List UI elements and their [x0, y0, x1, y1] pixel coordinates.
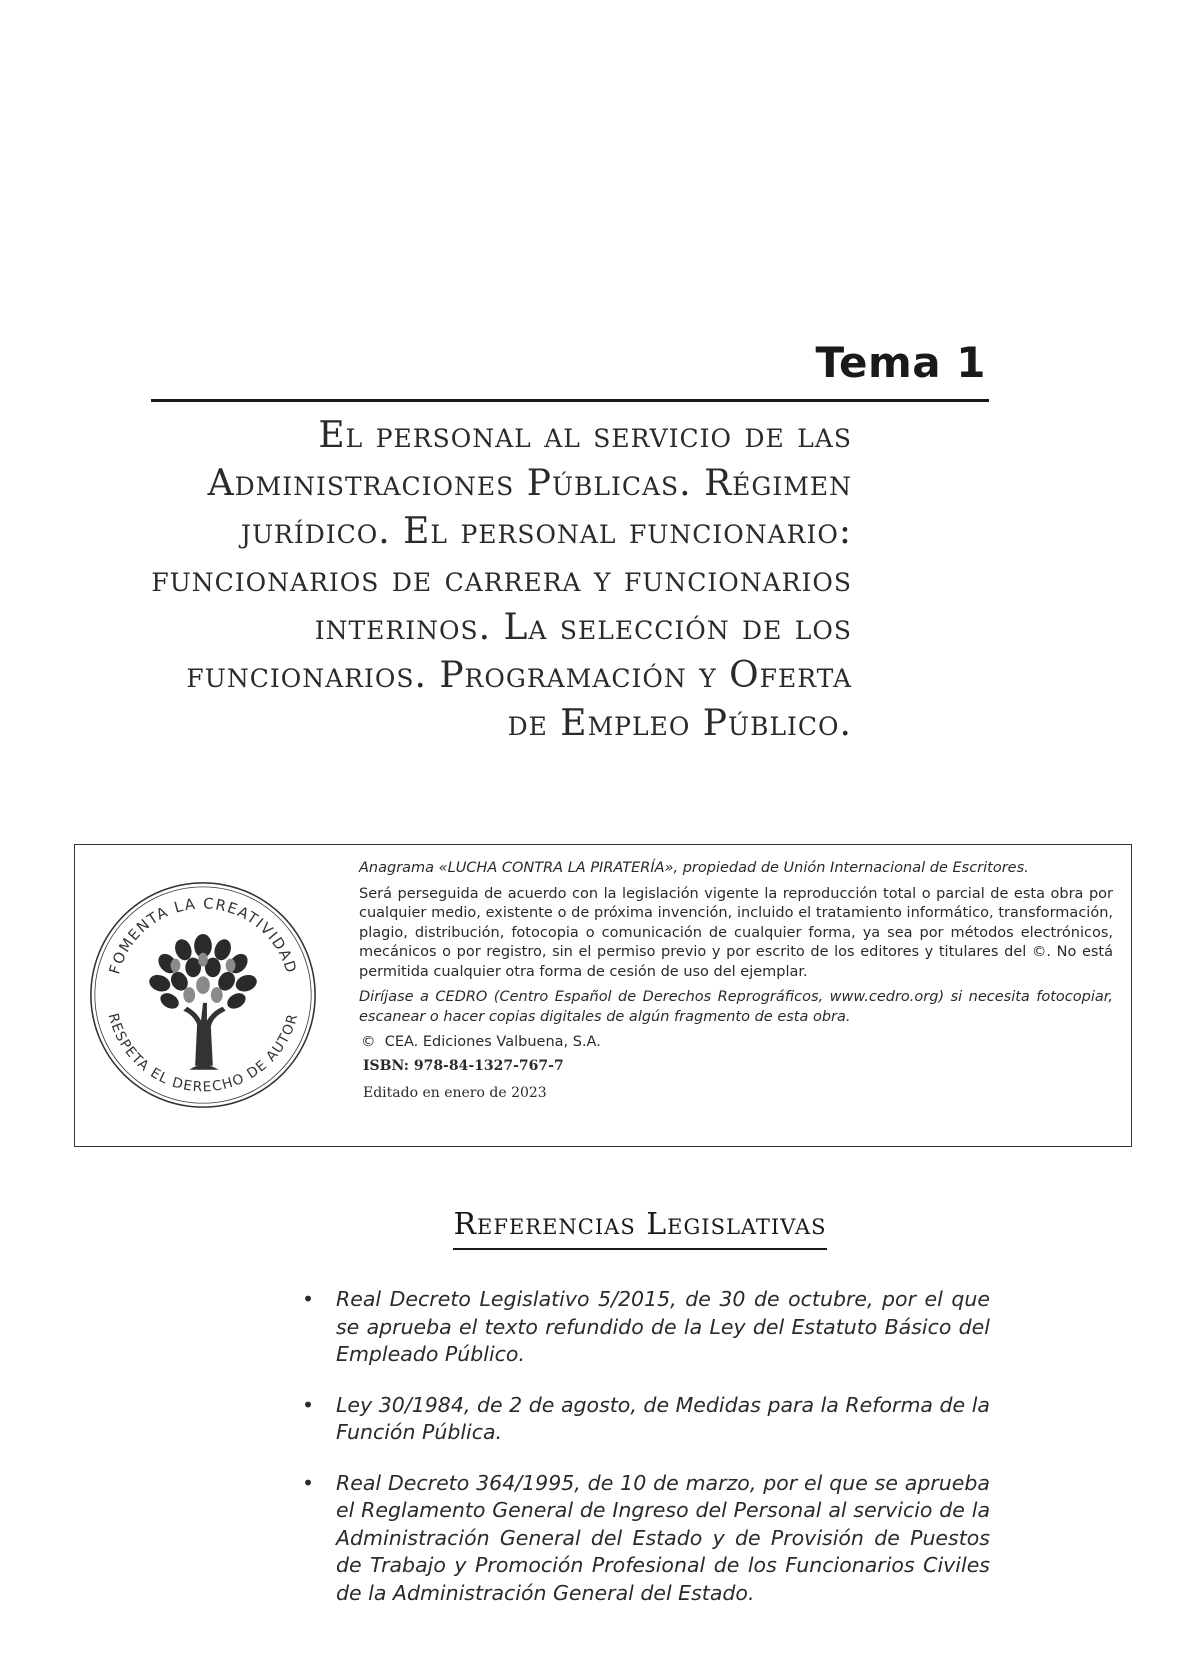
list-item — [300, 1470, 990, 1608]
reference-text: Real Decreto 364/1995, de 10 de marzo, por el que se aprueba el Reglamento General de Ingreso del Personal al servicio de la Administración General del Estado y de Provisión de Puestos de Trabajo y Promoción Profesional de los Funcionarios Civiles de la Administración General del Estado. — [336, 1470, 990, 1605]
anti-piracy-seal-icon — [85, 877, 321, 1113]
seal-text-bottom: RESPETA EL DERECHO DE AUTOR — [104, 1011, 302, 1096]
copyright-symbol: © — [361, 1034, 376, 1050]
tree-icon — [147, 934, 259, 1070]
reference-text: Ley 30/1984, de 2 de agosto, de Medidas para la Reforma de la Función Pública. — [336, 1392, 990, 1444]
isbn: ISBN: 978-84-1327-767-7 — [363, 1057, 564, 1074]
copyright-holder: CEA. Ediciones Valbuena, S.A. — [384, 1034, 601, 1050]
chapter-label: Tema 1 — [815, 338, 986, 387]
list-item — [300, 1392, 990, 1447]
bullet: • — [302, 1287, 315, 1311]
references-title: Referencias Legislativas — [453, 1207, 826, 1250]
edition-date: Editado en enero de 2023 — [363, 1085, 547, 1101]
bullet: • — [302, 1392, 315, 1417]
chapter-title: El personal al servicio de las Administraciones Públicas. Régimen jurídico. El personal funcionario: funcionarios de carrera y funcionarios interinos. La selección de los funcionarios. Programación y Oferta de Empleo Público. — [151, 415, 852, 744]
notice-text — [359, 859, 1113, 1104]
references-heading — [0, 1207, 1200, 1250]
copyright-notice-box — [74, 844, 1132, 1147]
chapter-rule — [151, 399, 989, 402]
seal-text-top: FOMENTA LA CREATIVIDAD — [106, 895, 300, 977]
cedro-note: Diríjase a CEDRO (Centro Español de Derechos Reprográficos, www.cedro.org) si necesita fotocopiar, escanear o hacer copias digitales de algún fragmento de esta obra. — [359, 989, 1113, 1025]
bullet: • — [302, 1470, 315, 1495]
anagram-note: Anagrama «LUCHA CONTRA LA PIRATERÍA», propiedad de Unión Internacional de Escritores. — [359, 860, 1029, 876]
list-item — [300, 1286, 990, 1369]
legal-warning: Será perseguida de acuerdo con la legislación vigente la reproducción total o parcial de esta obra por cualquier medio, existente o de próxima invención, incluido el tratamiento informático, transformación, plagio, distribución, fotocopia o comunicación de cualquier forma, ya sea por métodos electrónicos, mecánicos o por registro, sin el permiso previo y por escrito de los editores y titulares del ©. No está permitida cualquier otra forma de cesión de uso del ejemplar. — [359, 885, 1113, 980]
references-list — [300, 1286, 990, 1630]
copyright-line — [361, 1033, 1113, 1053]
reference-text: Real Decreto Legislativo 5/2015, de 30 de octubre, por el que se aprueba el texto refundido de la Ley del Estatuto Básico del Empleado Público. — [336, 1287, 990, 1366]
